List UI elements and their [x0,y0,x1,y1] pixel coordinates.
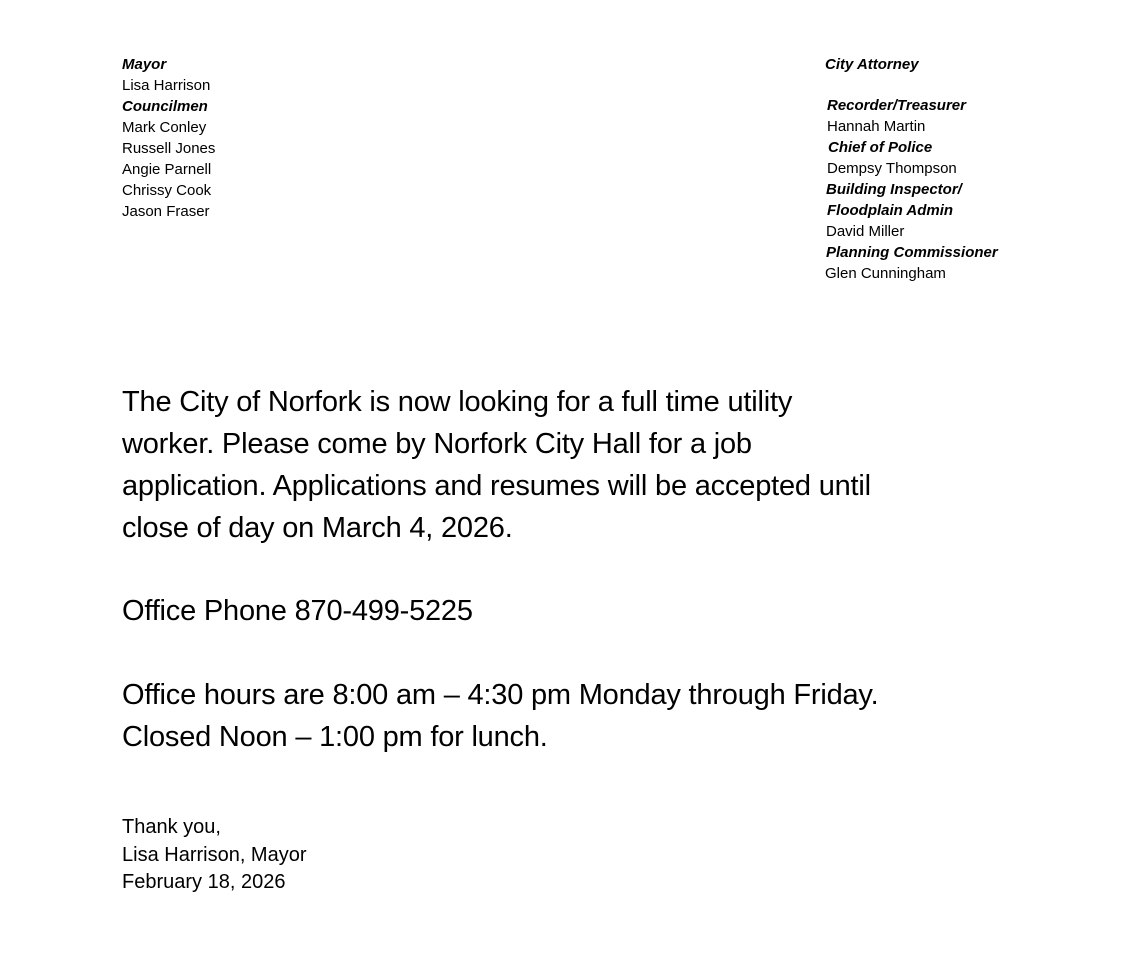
floodplain-admin-title: Floodplain Admin [827,202,954,219]
mayor-title: Mayor [122,56,167,73]
chief-of-police-title: Chief of Police [828,139,933,156]
blank-line [825,75,998,95]
announcement-line: worker. Please come by Norfork City Hall for a job [122,428,752,460]
planning-commissioner-name: Glen Cunningham [825,265,946,282]
announcement-line: close of day on March 4, 2026. [122,512,513,544]
letter-date: February 18, 2026 [122,871,286,893]
mayor-name: Lisa Harrison [122,77,211,94]
office-hours [122,674,878,758]
councilmen-title: Councilmen [122,98,208,115]
building-inspector-name: David Miller [826,223,905,240]
closing: Thank you, [122,816,221,838]
office-phone [122,590,473,632]
job-announcement [122,381,1022,549]
announcement-line: The City of Norfork is now looking for a full time utility [122,386,793,418]
signature-block [122,814,307,897]
announcement-line: application. Applications and resumes will be accepted until [122,470,871,502]
council-member: Chrissy Cook [122,182,212,199]
council-member: Russell Jones [122,140,216,157]
council-member: Mark Conley [122,119,207,136]
chief-of-police-name: Dempsy Thompson [827,160,957,177]
officials-right-column [825,54,998,284]
council-member: Angie Parnell [122,161,212,178]
recorder-treasurer-name: Hannah Martin [827,118,926,135]
council-member: Jason Fraser [122,203,210,220]
signer-name: Lisa Harrison, Mayor [122,843,307,866]
lunch-closure-line: Closed Noon – 1:00 pm for lunch. [122,721,548,753]
planning-commissioner-title: Planning Commissioner [826,244,998,261]
office-phone-line: Office Phone 870-499-5225 [122,595,473,627]
city-attorney-title: City Attorney [825,56,919,73]
officials-left-column [122,54,215,222]
recorder-treasurer-title: Recorder/Treasurer [827,97,966,114]
building-inspector-title: Building Inspector/ [826,181,962,198]
office-hours-line: Office hours are 8:00 am – 4:30 pm Monday through Friday. [122,679,879,711]
